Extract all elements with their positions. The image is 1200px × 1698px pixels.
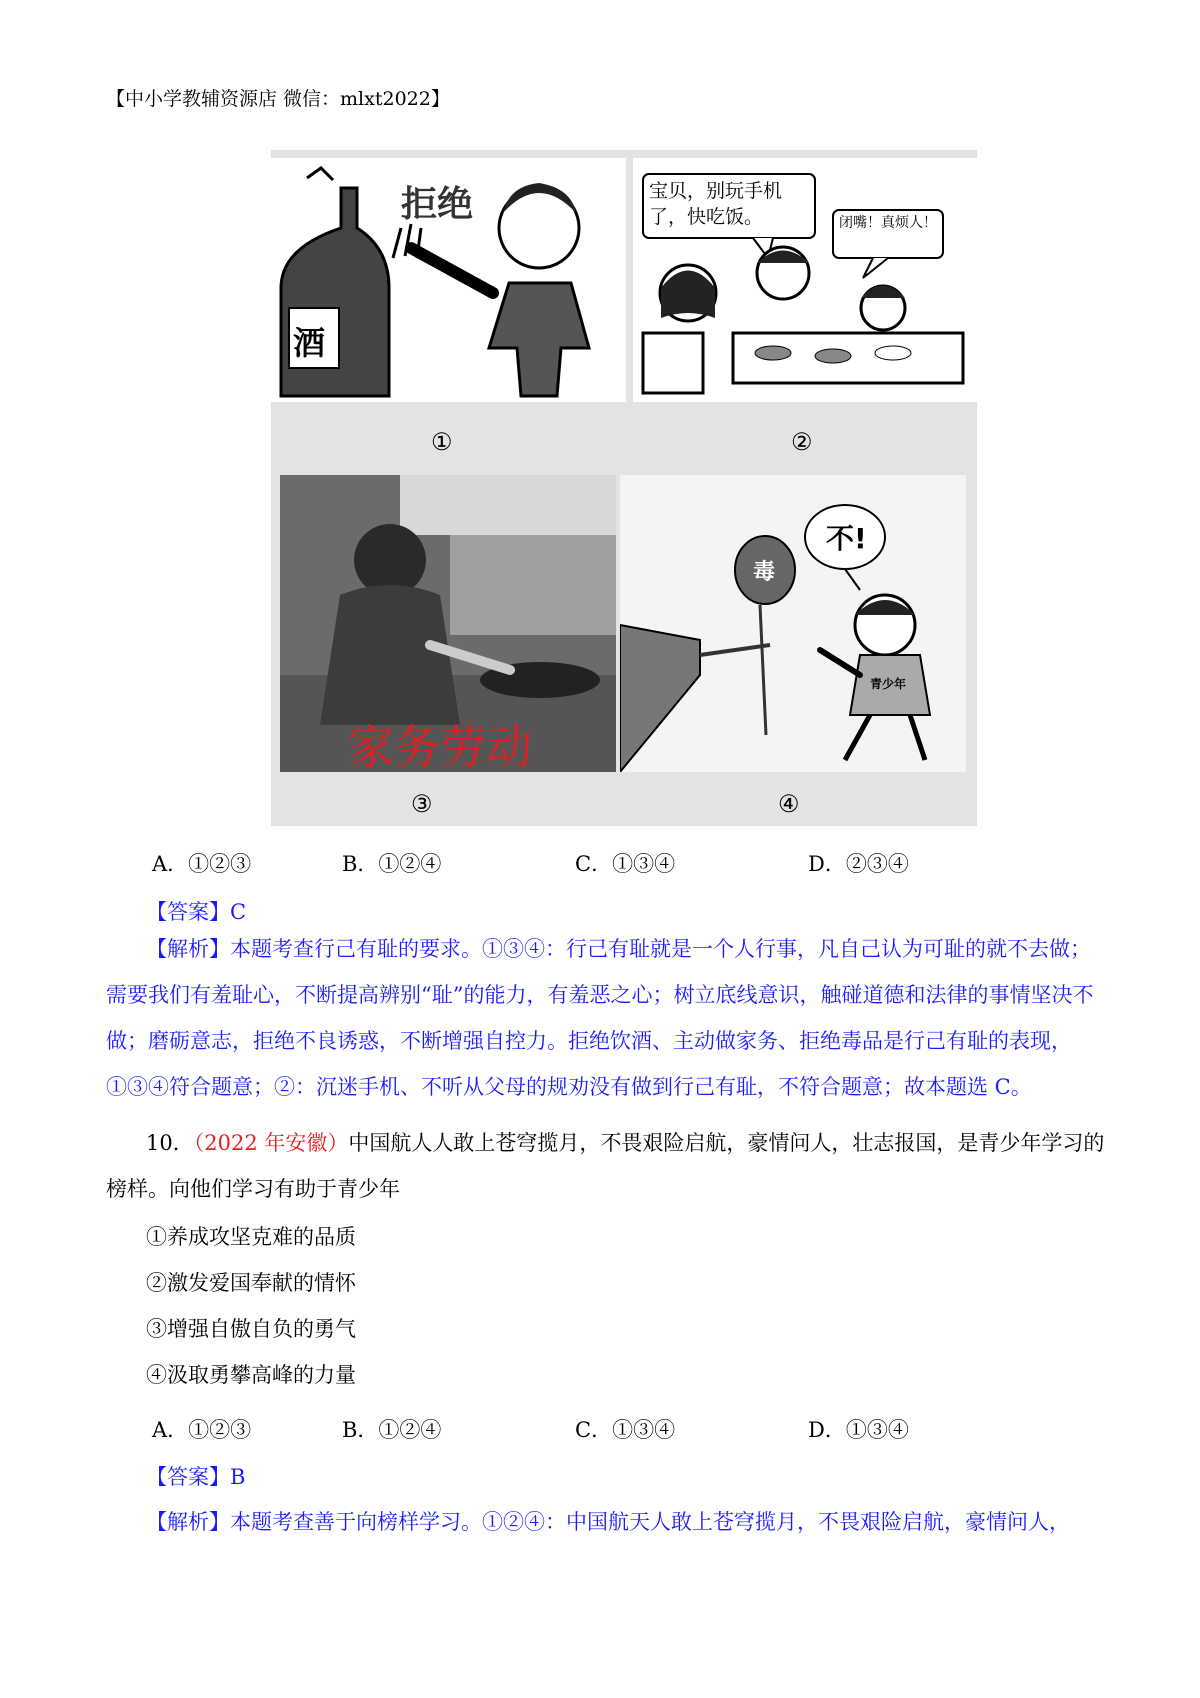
panel-family-dinner: [633, 158, 977, 402]
q9-option-a: A．①②③: [152, 852, 252, 876]
q9-analysis-line-1: 【解析】本题考查行己有耻的要求。①③④：行己有耻就是一个人行事，凡自己认为可耻的就不去做；: [146, 937, 1091, 961]
figure-label-1: ①: [431, 428, 453, 456]
panel-housework-photo: [280, 475, 616, 772]
q10-items: [146, 1214, 356, 1398]
q9-analysis-line-3: 做；磨砺意志，拒绝不良诱惑，不断增强自控力。拒绝饮酒、主动做家务、拒绝毒品是行己有耻的表现，: [106, 1029, 1072, 1053]
q10-item-1: ①养成攻坚克难的品质: [146, 1225, 356, 1249]
housework-caption: 家务劳动: [348, 720, 532, 772]
q10-answer: 【答案】B: [146, 1465, 246, 1489]
q10-option-b: B．①②④: [342, 1418, 442, 1442]
q10-item-3: ③增强自傲自负的勇气: [146, 1317, 356, 1341]
q9-analysis: [106, 926, 1106, 1110]
q10-option-d: D．①③④: [808, 1418, 909, 1442]
q9-option-b: B．①②④: [342, 852, 442, 876]
drug-lantern-label: 毒: [753, 559, 776, 585]
q10-number: 10．: [146, 1131, 194, 1155]
panel-refuse-alcohol: [271, 158, 626, 402]
q10-stem: [106, 1120, 1106, 1212]
figure-label-2: ②: [791, 428, 813, 456]
q9-analysis-line-4: ①③④符合题意；②：沉迷手机、不听从父母的规劝没有做到行己有耻，不符合题意；故本题选 C。: [106, 1075, 1032, 1099]
q10-stem-line-2: 榜样。向他们学习有助于青少年: [106, 1177, 400, 1201]
question-figure: [271, 150, 977, 826]
refuse-drugs-illustration: [620, 475, 966, 772]
child-speech-bubble: 闭嘴！真烦人！: [839, 215, 937, 231]
bottle-label: 酒: [293, 324, 326, 362]
q10-item-4: ④汲取勇攀高峰的力量: [146, 1363, 356, 1387]
q10-stem-line-1: 中国航人人敢上苍穹揽月，不畏艰险启航，豪情问人，壮志报国，是青少年学习的: [348, 1131, 1105, 1155]
q10-analysis: 【解析】本题考查善于向榜样学习。①②④：中国航天人敢上苍穹揽月，不畏艰险启航，豪情问人，: [146, 1510, 1070, 1534]
q9-answer: 【答案】C: [146, 900, 247, 924]
refuse-drugs-bubble: 不!: [826, 522, 867, 555]
refuse-caption: 拒绝: [401, 184, 474, 225]
mother-speech-bubble: 宝贝，别玩手机了，快吃饭。: [649, 180, 783, 228]
figure-label-4: ④: [778, 790, 800, 818]
q9-option-d: D．②③④: [808, 852, 909, 876]
figure-label-3: ③: [411, 790, 433, 818]
q10-option-a: A．①②③: [152, 1418, 252, 1442]
panel-refuse-drugs: [620, 475, 966, 772]
q9-analysis-line-2: 需要我们有羞耻心，不断提高辨别“耻”的能力，有羞恶之心；树立底线意识，触碰道德和法律的事情坚决不: [106, 983, 1094, 1007]
q9-option-c: C．①③④: [575, 852, 676, 876]
q10-item-2: ②激发爱国奉献的情怀: [146, 1271, 356, 1295]
teen-shirt-label: 青少年: [870, 677, 907, 691]
q10-source: （2022 年安徽）: [193, 1131, 349, 1155]
page-header: 【中小学教辅资源店 微信：mlxt2022】: [106, 88, 450, 110]
q10-option-c: C．①③④: [575, 1418, 676, 1442]
